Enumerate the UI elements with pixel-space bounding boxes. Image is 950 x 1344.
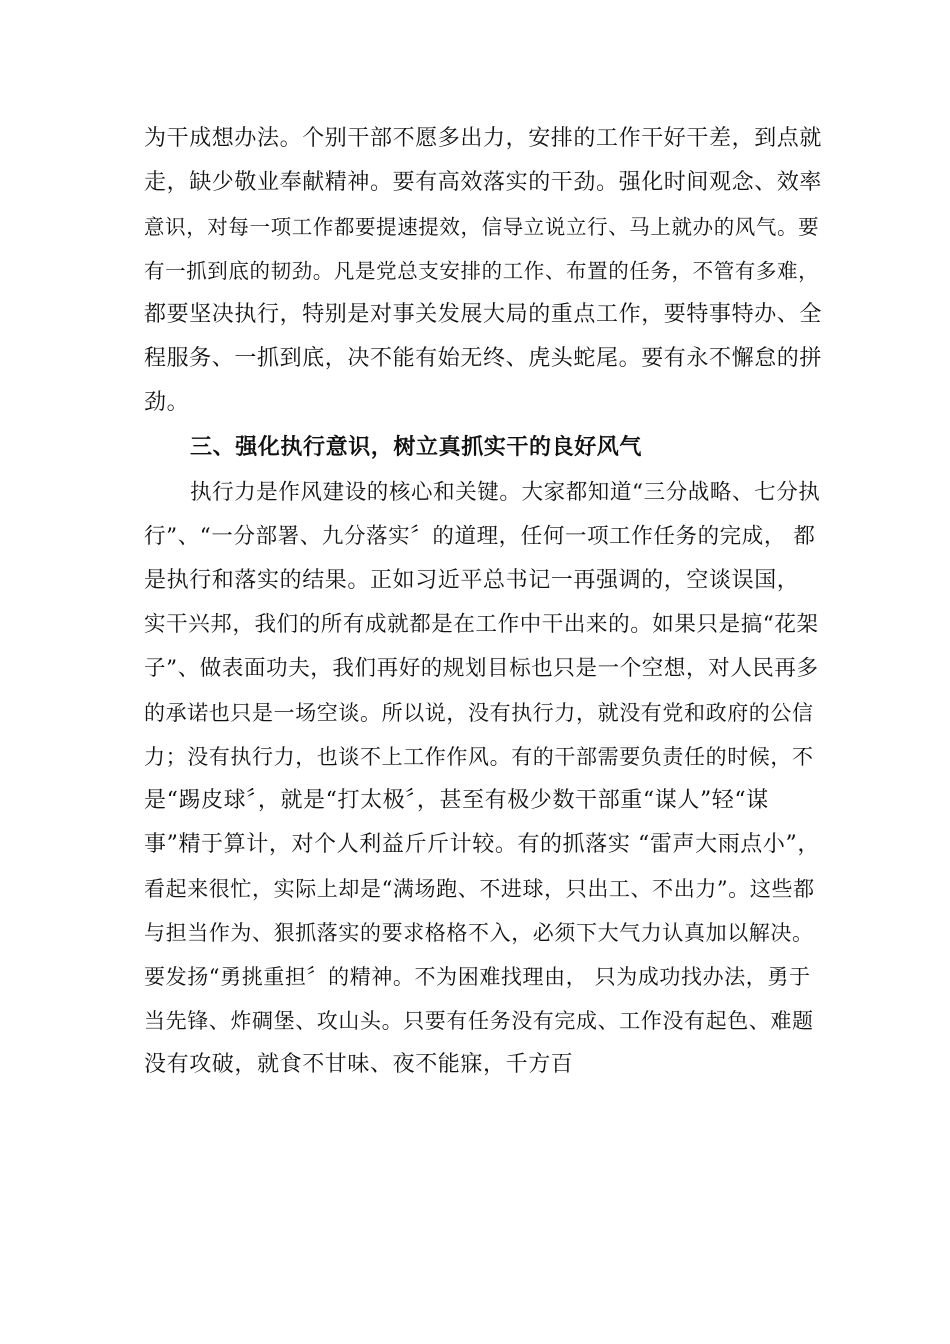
body-text-line: 子”、做表面功夫，我们再好的规划目标也只是一个空想，对人民再多 (144, 656, 819, 681)
body-text-line: 没有攻破，就食不甘味、夜不能寐，千方百 (144, 1052, 574, 1077)
body-text-line: 事”精于算计，对个人利益斤斤计较。有的抓落实 “雷声大雨点小”， (144, 832, 820, 857)
body-text-line: 行”、“一分部署、九分落实〞的道理，任何一项工作任务的完成， 都 (144, 524, 816, 549)
body-text-line: 看起来很忙，实际上却是“满场跑、不进球，只出工、不出力”。这些都 (144, 877, 815, 901)
body-text-line: 力；没有执行力，也谈不上工作作风。有的干部需要负责任的时候，不 (144, 745, 814, 769)
paragraph-first-line: 执行力是作风建设的核心和关键。大家都知道“三分战略、七分执 (190, 480, 821, 505)
body-text-line: 的承诺也只是一场空谈。所以说，没有执行力，就没有党和政府的公信 (144, 701, 814, 725)
body-text-line: 为干成想办法。个别干部不愿多出力，安排的工作干好干差，到点就 (144, 126, 823, 151)
body-text-line: 意识，对每一项工作都要提速提效，信导立说立行、马上就办的风气。要 (144, 215, 820, 239)
body-text-line: 是“踢皮球〞，就是“打太极〞，甚至有极少数干部重“谋人”轻“谋 (144, 788, 769, 813)
body-text-line: 要发扬“勇挑重担〞的精神。不为困难找理由， 只为成功找办法，勇于 (144, 965, 811, 989)
body-text-line: 劲。 (144, 390, 190, 415)
body-text-line: 走，缺少敬业奉献精神。要有高效落实的干劲。强化时间观念、效率 (144, 170, 823, 195)
body-text-line: 都要坚决执行，特别是对事关发展大局的重点工作，要特事特办、全 (144, 302, 823, 327)
body-text-line: 与担当作为、狠抓落实的要求格格不入，必须下大气力认真加以解决。 (144, 921, 814, 945)
body-text-line: 程服务、一抓到底，决不能有始无终、虎头蛇尾。要有永不懈怠的拼 (144, 346, 823, 371)
section-heading: 三、强化执行意识，树立真抓实干的良好风气 (190, 434, 643, 460)
body-text-line: 实干兴邦，我们的所有成就都是在工作中干出来的。如果只是搞“花架 (144, 612, 819, 637)
body-text-line: 是执行和落实的结果。正如习近平总书记一再强调的，空谈误国， (144, 568, 800, 593)
body-text-line: 有一抓到底的韧劲。凡是党总支安排的工作、布置的任务，不管有多难， (144, 259, 820, 283)
body-text-line: 当先锋、炸碉堡、攻山头。只要有任务没有完成、工作没有起色、难题 (144, 1009, 814, 1033)
